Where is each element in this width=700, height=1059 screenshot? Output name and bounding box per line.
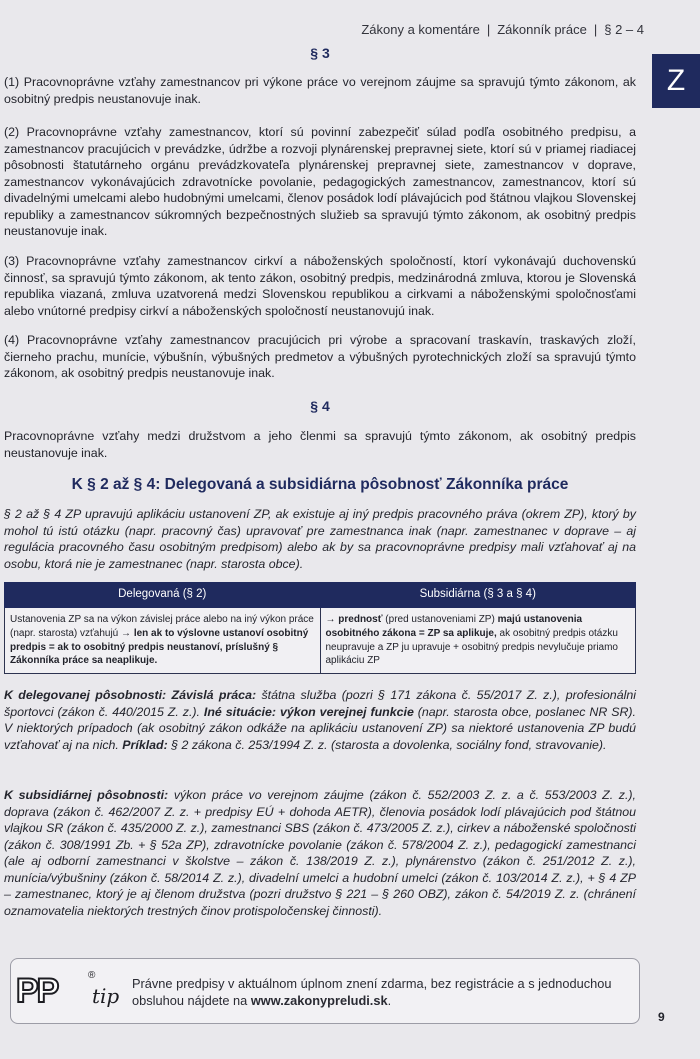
section-3-paragraph-3: (3) Pracovnoprávne vzťahy zamestnancov cirkví a náboženských spoločností, ktorí vykonávajú duchovenskú činnosť, sa spravujú týmto zákonom, ak tento zákon, osobitný predpis, medzinárodná zmluva, ktorou je Slovenská republika viazaná, zmluva uzatvorená medzi Slovenskou republikou a cirkvami a náboženskými spoločnosťami alebo vnútorné predpisy cirkví a náboženských spoločností neustanovujú inak. (4, 254, 636, 318)
section-3-paragraph-2: (2) Pracovnoprávne vzťahy zamestnancov, ktorí sú povinní zabezpečiť súlad podľa osobitného predpisu, a zamestnancov pracujúcich v prevádzke, údržbe a rozvoji plynárenskej prepravnej siete, ktorí sú v priamej riadiacej pôsobnosti štatutárneho orgánu prevádzkovateľa plynárenskej prepravnej siete, zamestnancov v doprave, zamestnancov vykonávajúcich zdravotnícke povolanie, pedagogických zamestnancov, zamestnancov, ktorí sú divadelnými umelcami alebo hudobnými umelcami, členov posádok lodí plávajúcich pod štátnou vlajkou Slovenskej republiky a zamestnancov súkromných bezpečnostných služieb sa spravujú týmto zákonom, ak osobitný predpis neustanovuje inak. (4, 125, 636, 238)
section-3-paragraph-1: (1) Pracovnoprávne vzťahy zamestnancov pri výkone práce vo verejnom záujme sa spravujú týmto zákonom, ak osobitný predpis neustanovuje inak. (4, 75, 636, 106)
commentary-title: K § 2 až § 4: Delegovaná a subsidiárna pôsobnosť Zákonníka práce (71, 476, 569, 493)
delegated-commentary: K delegovanej pôsobnosti: Závislá práca: štátna služba (pozri § 171 zákona č. 55/2017 Z. z.), profesionálni športovci (zákon č. 440/2015 Z. z.). Iné situácie: výkon verejnej funkcie (napr. starosta obce, poslanec NR SR). V niektorých prípadoch (ak osobitný zákon odkáže na aplikáciu ustanovení ZP) sa niektoré ustanovenia ZP budú vzťahovať aj na nich. Príklad: § 2 zákona č. 253/1994 Z. z. (starosta a dovolenka, sociálny fond, stravovanie). (4, 688, 636, 752)
table-header-delegated: Delegovaná (§ 2) (5, 583, 321, 608)
comparison-table (4, 582, 636, 674)
table-header-subsidiary: Subsidiárna (§ 3 a § 4) (320, 583, 636, 608)
running-header: Zákony a komentáre | Zákonník práce | § 2 – 4 (361, 22, 644, 37)
subsidiary-commentary: K subsidiárnej pôsobnosti: výkon práce vo verejnom záujme (zákon č. 552/2003 Z. z. a č. 553/2003 Z. z.), doprava (zákon č. 462/2007 Z. z. + predpisy EÚ + dohoda AETR), členovia posádok lodí plávajúcich pod štátnou vlajkou SR (zákon č. 435/2000 Z. z.), zamestnanci SBS (zákon č. 473/2005 Z. z.), cirkev a náboženské spoločnosti (zákon č. 308/1991 Zb. + § 52a ZP), zdravotnícke povolanie (zákon č. 578/2004 Z. z.), pedagogickí zamestnanci (ale aj odborní zamestnanci v školstve – zákon č. 138/2019 Z. z.), plynárenstvo (zákon č. 251/2012 Z. z.), munícia/výbušniny (zákon č. 58/2014 Z. z.), divadelní umelci a hudobní umelci (zákon č. 103/2014 Z. z.), + § 4 ZP – zamestnanec, ktorý je aj členom družstva (pozri družstvo § 221 – § 260 OBZ), zákon č. 54/2019 Z. z. (chránení oznamovatelia niektorých trestných činov protispoločenskej činnosti). (4, 788, 636, 918)
website-link[interactable]: www.zakonypreludi.sk (250, 993, 388, 1008)
table-cell-subsidiary: → prednosť (pred ustanoveniami ZP) majú ustanovenia osobitného zákona = ZP sa aplikuje, ak osobitný predpis otázku neupravuje a ZP ju upravuje + osobitný predpis nevylučuje priamo aplikáciu ZP (320, 608, 636, 674)
chapter-tab: Z (652, 54, 700, 108)
section-3-paragraph-4: (4) Pracovnoprávne vzťahy zamestnancov pracujúcich pri výrobe a spracovaní traskavín, traskavých zloží, čierneho prachu, munície, výbušnín, výbušných predmetov a výbušných pyrotechnických zloží sa spravujú týmto zákonom, ak osobitný predpis neustanovuje inak. (4, 333, 636, 380)
tip-label: tip (92, 984, 120, 1008)
registered-mark: ® (88, 970, 96, 981)
pp-logo: PP (16, 972, 58, 1010)
commentary-intro: § 2 až § 4 ZP upravujú aplikáciu ustanovení ZP, ak existuje aj iný predpis pracovného práva (okrem ZP), ktorý by mohol tú istú otázku (napr. pracovný čas) upravovať pre zamestnanca inak (napr. zamestnanec v doprave – aj regulácia pracovného času osobitným predpisom) alebo ak by sa pracovnoprávne predpisy mali vzťahovať aj na osobu, ktorá nie je zamestnanec (napr. starosta obce). (4, 507, 636, 571)
section-4-heading: § 4 (310, 398, 330, 414)
header-law-title: Zákonník práce (497, 22, 587, 37)
tip-text: Právne predpisy v aktuálnom úplnom znení zdarma, bez registrácie a s jednoduchou obsluhou nájdete na www.zakonypreludi.sk. (132, 976, 612, 1008)
section-4-paragraph: Pracovnoprávne vzťahy medzi družstvom a jeho členmi sa spravujú týmto zákonom, ak osobitný predpis neustanovuje inak. (4, 429, 636, 460)
page-number: 9 (658, 1010, 665, 1024)
header-book-title: Zákony a komentáre (361, 22, 480, 37)
header-section-range: § 2 – 4 (604, 22, 644, 37)
table-cell-delegated: Ustanovenia ZP sa na výkon závislej práce alebo na iný výkon práce (napr. starosta) vzťahujú → len ak to výslovne ustanoví osobitný predpis = ak to osobitný predpis neustanoví, príslušný § Zákonníka práce sa neaplikuje. (5, 608, 321, 674)
section-3-heading: § 3 (310, 45, 330, 61)
